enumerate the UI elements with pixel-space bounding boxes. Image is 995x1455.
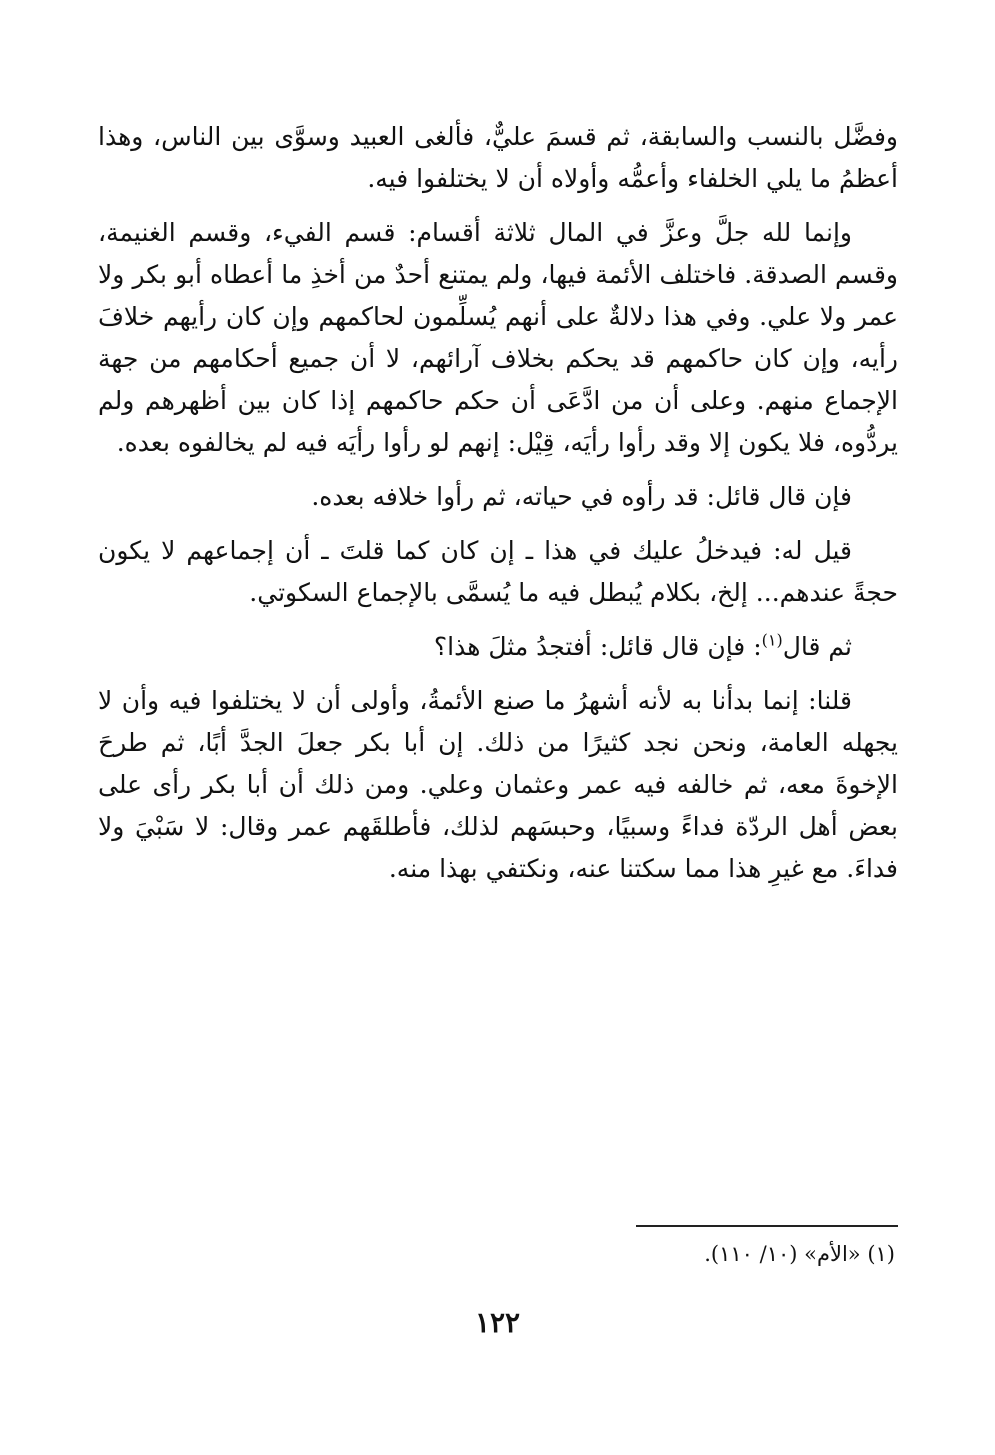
paragraph: قلنا: إنما بدأنا به لأنه أشهرُ ما صنع الأئمةُ، وأولى أن لا يختلفوا فيه وأن لا يجهله العامة، ونحن نجد كثيرًا من ذلك. إن أبا بكر جعلَ الجدَّ أبًا، ثم طرحَ الإخوةَ معه، ثم خالفه فيه عمر وعثمان وعلي. ومن ذلك أن أبا بكر رأى على بعض أهل الردّة فداءً وسبيًا، وحبسَهم لذلك، فأطلقَهم عمر وقال: لا سَبْيَ ولا فداءَ. مع غيرِ هذا مما سكتنا عنه، ونكتفي بهذا منه. [98, 686, 898, 883]
paragraph: فإن قال قائل: قد رأوه في حياته، ثم رأوا خلافه بعده. [311, 482, 852, 511]
paragraph: قيل له: فيدخلُ عليك في هذا ـ إن كان كما قلتَ ـ أن إجماعهم لا يكون حجةً عندهم... إلخ، بكلام يُبطل فيه ما يُسمَّى بالإجماع السكوتي. [98, 536, 898, 607]
paragraph: وإنما لله جلَّ وعزَّ في المال ثلاثة أقسام: قسم الفيء، وقسم الغنيمة، وقسم الصدقة. فاختلف الأئمة فيها، ولم يمتنع أحدٌ من أخذِ ما أعطاه أبو بكر ولا عمر ولا علي. وفي هذا دلالةٌ على أنهم يُسلِّمون لحاكمهم وإن كان رأيهم خلافَ رأيه، وإن كان حاكمهم قد يحكم بخلاف آرائهم، لا أن جميع أحكامهم من جهة الإجماع منهم. وعلى أن من ادَّعَى أن حكم حاكمهم إذا كان بين أظهرهم ولم يردُّوه، فلا يكون إلا وقد رأوا رأيَه، قِيْل: إنهم لو رأوا رأيَه فيه لم يخالفوه بعده. [98, 218, 899, 457]
main-text [98, 116, 898, 902]
question-text: : فإن قال قائل: أفتجدُ مثلَ هذا؟ [433, 632, 762, 661]
footnote: (١) «الأم» (١٠/ ١١٠). [704, 1242, 895, 1266]
question-lead: ثم قال [782, 632, 852, 661]
page-number: ١٢٢ [474, 1306, 521, 1339]
footnote-divider [636, 1225, 898, 1227]
paragraph: وفضَّل بالنسب والسابقة، ثم قسمَ عليٌّ، فألغى العبيد وسوَّى بين الناس، وهذا أعظمُ ما يلي الخلفاء وأعمُّه وأولاه أن لا يختلفوا فيه. [98, 122, 898, 193]
question-paragraph [98, 626, 898, 668]
footnote-reference: (١) [761, 630, 783, 650]
